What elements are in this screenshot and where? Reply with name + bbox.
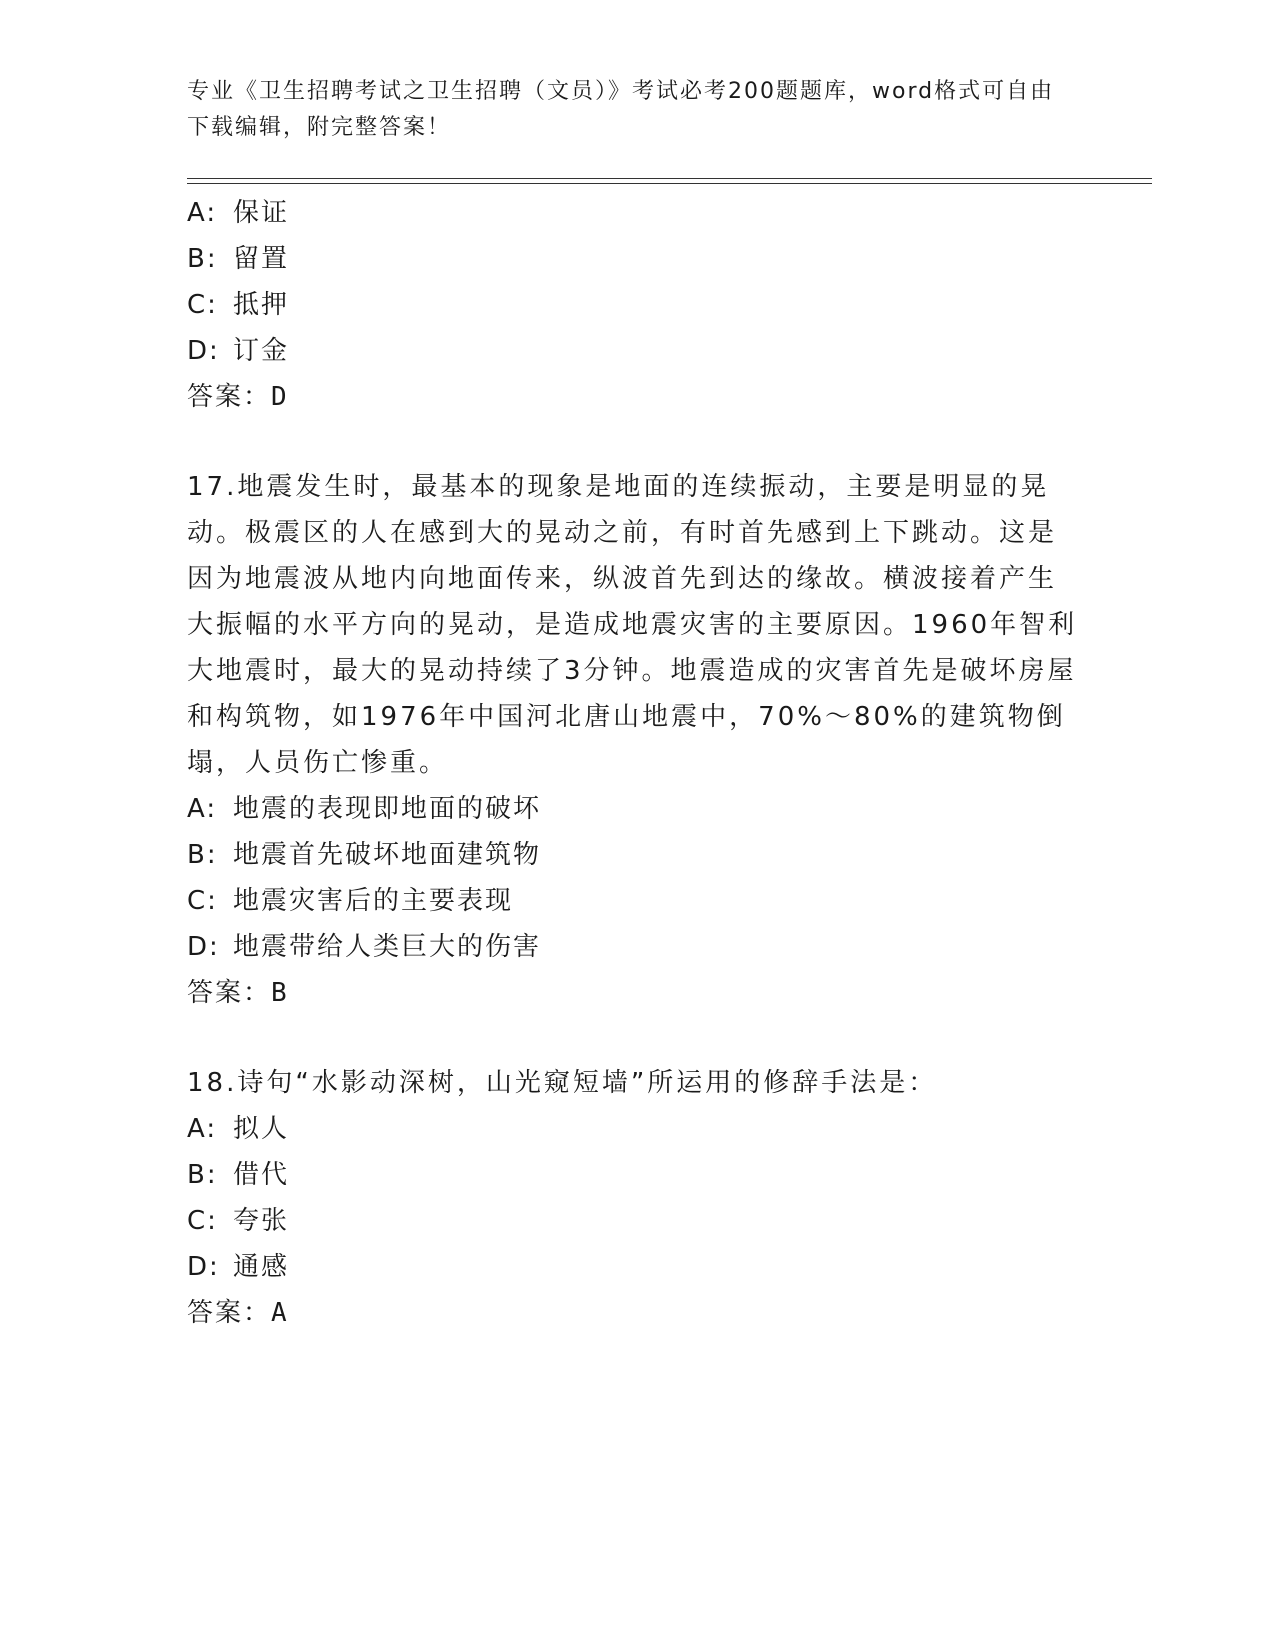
header-rule-bottom xyxy=(187,183,1152,184)
question-stem: 17.地震发生时，最基本的现象是地面的连续振动，主要是明显的晃动。极震区的人在感到大的晃动之前，有时首先感到上下跳动。这是因为地震波从地内向地面传来，纵波首先到达的缘故。横波接着产生大振幅的水平方向的晃动，是造成地震灾害的主要原因。1960年智利大地震时，最大的晃动持续了3分钟。地震造成的灾害首先是破坏房屋和构筑物，如1976年中国河北唐山地震中，70%～80%的建筑物倒塌，人员伤亡惨重。 xyxy=(187,472,1078,778)
question-block-17 xyxy=(187,464,1087,1016)
option-text: 保证 xyxy=(233,198,290,228)
option-text: 通感 xyxy=(233,1252,290,1282)
option-text: 订金 xyxy=(233,336,290,366)
option-text: 抵押 xyxy=(233,290,290,320)
document-body xyxy=(187,190,1087,1336)
option-label: D: xyxy=(187,1252,220,1282)
option-text: 地震带给人类巨大的伤害 xyxy=(233,932,542,962)
option-label: A: xyxy=(187,198,218,228)
option-b xyxy=(187,1152,1087,1198)
question-stem: 18.诗句“水影动深树，山光窥短墙”所运用的修辞手法是： xyxy=(187,1068,938,1098)
option-label: C: xyxy=(187,886,218,916)
option-label: D: xyxy=(187,336,220,366)
option-label: B: xyxy=(187,244,218,274)
answer-line: 答案：A xyxy=(187,1298,289,1328)
option-c xyxy=(187,1198,1087,1244)
option-text: 地震的表现即地面的破坏 xyxy=(233,794,542,824)
option-label: D: xyxy=(187,932,220,962)
question-block-18 xyxy=(187,1060,1087,1336)
option-c xyxy=(187,282,1087,328)
option-text: 借代 xyxy=(233,1160,290,1190)
option-a xyxy=(187,190,1087,236)
option-label: B: xyxy=(187,1160,218,1190)
header-rule-top xyxy=(187,178,1152,179)
option-a xyxy=(187,1106,1087,1152)
option-b xyxy=(187,236,1087,282)
option-c xyxy=(187,878,1087,924)
option-label: A: xyxy=(187,794,218,824)
option-label: C: xyxy=(187,290,218,320)
page-header: 专业《卫生招聘考试之卫生招聘（文员）》考试必考200题题库，word格式可自由下载编辑，附完整答案！ xyxy=(187,79,1055,140)
spacer xyxy=(187,1016,1087,1060)
option-text: 留置 xyxy=(233,244,290,274)
answer-line: 答案：B xyxy=(187,978,289,1008)
option-text: 拟人 xyxy=(233,1114,290,1144)
option-a xyxy=(187,786,1087,832)
option-b xyxy=(187,832,1087,878)
spacer xyxy=(187,420,1087,464)
option-d xyxy=(187,328,1087,374)
option-label: C: xyxy=(187,1206,218,1236)
option-text: 地震首先破坏地面建筑物 xyxy=(233,840,542,870)
question-block-16 xyxy=(187,190,1087,420)
option-text: 地震灾害后的主要表现 xyxy=(233,886,514,916)
answer-line: 答案：D xyxy=(187,382,289,412)
option-text: 夸张 xyxy=(233,1206,290,1236)
option-label: B: xyxy=(187,840,218,870)
option-label: A: xyxy=(187,1114,218,1144)
option-d xyxy=(187,1244,1087,1290)
option-d xyxy=(187,924,1087,970)
